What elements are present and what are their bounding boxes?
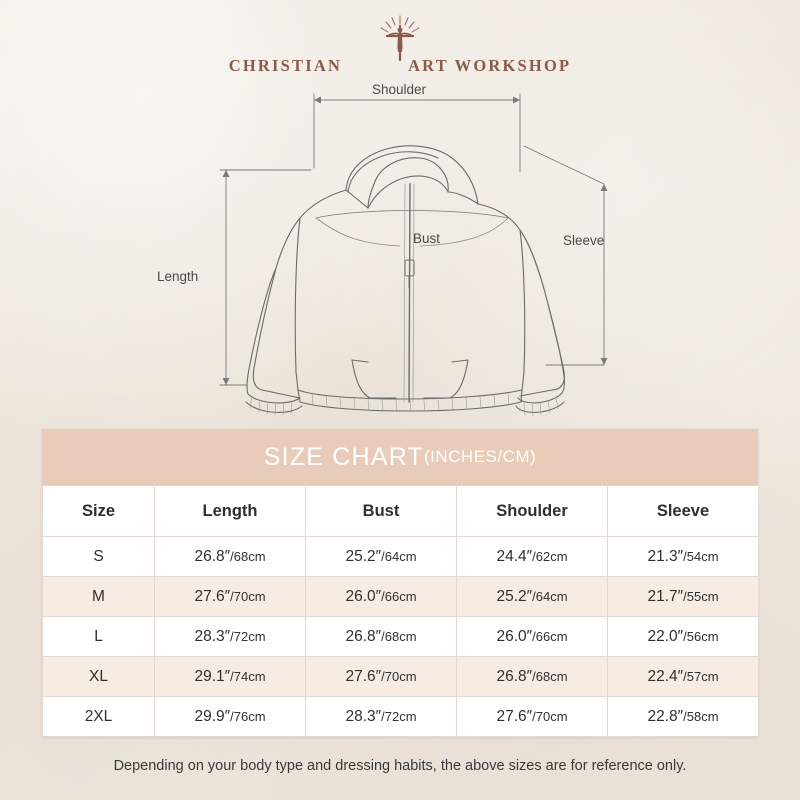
length-dimension-line — [220, 170, 311, 385]
garment-illustration — [0, 72, 800, 422]
cell-size: 2XL — [43, 697, 155, 737]
label-sleeve: Sleeve — [563, 233, 605, 248]
column-header-shoulder: Shoulder — [457, 486, 608, 537]
cell-shoulder: 26.0″/66cm — [457, 617, 608, 657]
cell-length: 29.1″/74cm — [155, 657, 306, 697]
table-row — [43, 617, 759, 657]
column-header-size: Size — [43, 486, 155, 537]
cell-sleeve: 21.3″/54cm — [608, 537, 759, 577]
table-header-row — [43, 486, 759, 537]
cell-bust: 26.8″/68cm — [306, 617, 457, 657]
cell-sleeve: 22.4″/57cm — [608, 657, 759, 697]
sleeve-dimension-line — [524, 146, 608, 365]
table-row — [43, 697, 759, 737]
cell-size: M — [43, 577, 155, 617]
cell-shoulder: 25.2″/64cm — [457, 577, 608, 617]
cell-shoulder: 26.8″/68cm — [457, 657, 608, 697]
column-header-bust: Bust — [306, 486, 457, 537]
size-chart-title: SIZE CHART — [263, 442, 424, 471]
cell-size: XL — [43, 657, 155, 697]
size-chart-card — [42, 429, 758, 737]
cell-shoulder: 27.6″/70cm — [457, 697, 608, 737]
hoodie-diagram — [0, 72, 800, 422]
cell-length: 28.3″/72cm — [155, 617, 306, 657]
size-chart-title-bar — [42, 429, 758, 485]
cell-length: 26.8″/68cm — [155, 537, 306, 577]
cell-size: L — [43, 617, 155, 657]
label-bust: Bust — [413, 231, 441, 246]
bust-reference-line — [316, 211, 508, 219]
label-length: Length — [157, 269, 199, 284]
cell-sleeve: 22.0″/56cm — [608, 617, 759, 657]
right-cuff-ribbing — [524, 397, 558, 416]
brand-name-right: ART WORKSHOP — [408, 56, 572, 75]
column-header-sleeve: Sleeve — [608, 486, 759, 537]
cell-sleeve: 22.8″/58cm — [608, 697, 759, 737]
cell-bust: 25.2″/64cm — [306, 537, 457, 577]
table-row — [43, 657, 759, 697]
disclaimer-note: Depending on your body type and dressing habits, the above sizes are for reference only. — [113, 758, 687, 774]
cell-bust: 28.3″/72cm — [306, 697, 457, 737]
cell-length: 29.9″/76cm — [155, 697, 306, 737]
brand-header — [0, 14, 800, 75]
cell-size: S — [43, 537, 155, 577]
brand-name-left: CHRISTIAN — [228, 56, 343, 75]
column-header-length: Length — [155, 486, 306, 537]
label-shoulder: Shoulder — [372, 82, 427, 97]
cell-shoulder: 24.4″/62cm — [457, 537, 608, 577]
size-chart-units: (INCHES/CM) — [423, 447, 537, 466]
size-chart-table — [42, 485, 758, 737]
cell-bust: 26.0″/66cm — [306, 577, 457, 617]
cell-length: 27.6″/70cm — [155, 577, 306, 617]
cell-sleeve: 21.7″/55cm — [608, 577, 759, 617]
shoulder-dimension-line — [314, 94, 520, 172]
table-row — [43, 577, 759, 617]
table-row — [43, 537, 759, 577]
cell-bust: 27.6″/70cm — [306, 657, 457, 697]
